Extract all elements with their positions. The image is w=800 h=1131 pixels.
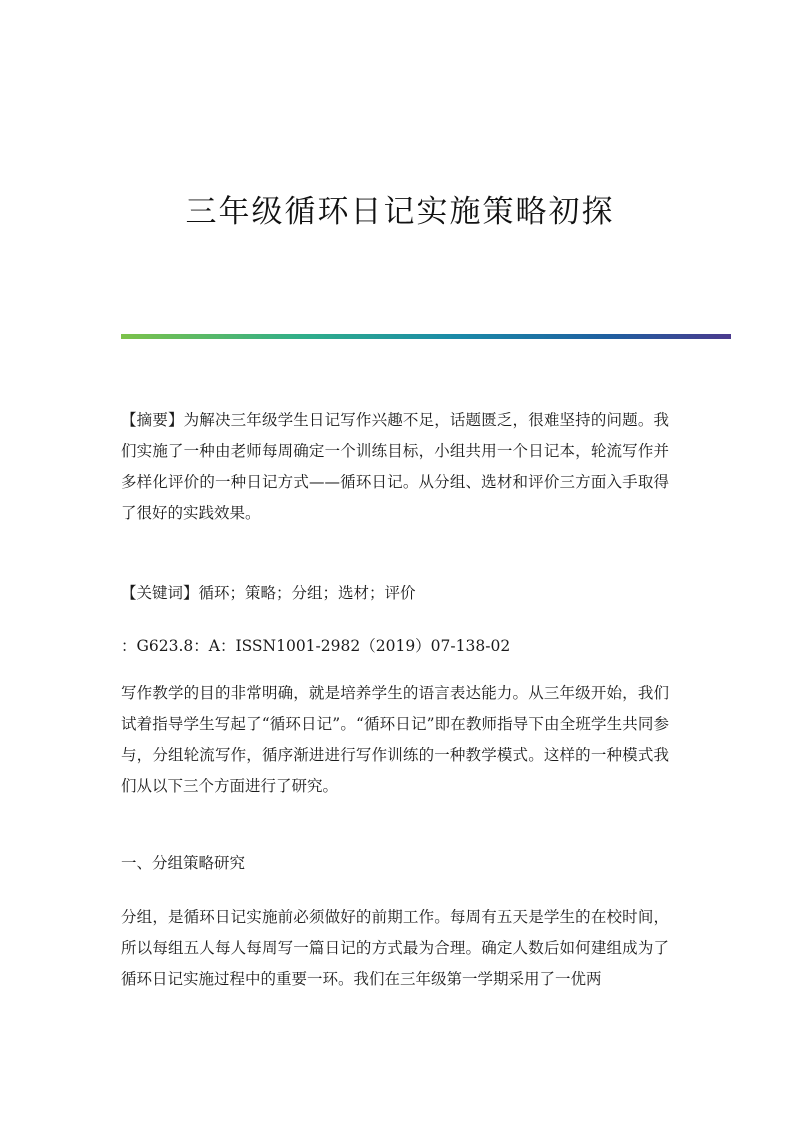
section-heading (121, 848, 669, 879)
section-paragraph-text: 分组，是循环日记实施前必须做好的前期工作。每周有五天是学生的在校时间，所以每组五人每人每周写一篇日记的方式最为合理。确定人数后如何建组成为了循环日记实施过程中的重要一环。我们在三年级第一学期采用了一优两 (121, 908, 669, 988)
classification-text: ：G623.8：A：ISSN1001-2982（2019）07-138-02 (121, 637, 511, 655)
intro-text: 写作教学的目的非常明确，就是培养学生的语言表达能力。从三年级开始，我们试着指导学生写起了“循环日记”。“循环日记”即在教师指导下由全班学生共同参与，分组轮流写作，循序渐进进行写作训练的一种教学模式。这样的一种模式我们从以下三个方面进行了研究。 (121, 684, 669, 795)
intro-paragraph (121, 678, 669, 802)
keywords-line (121, 578, 669, 609)
abstract-text: 【摘要】为解决三年级学生日记写作兴趣不足，话题匮乏，很难坚持的问题。我们实施了一种由老师每周确定一个训练目标，小组共用一个日记本，轮流写作并多样化评价的一种日记方式——循环日记。从分组、选材和评价三方面入手取得了很好的实践效果。 (121, 411, 669, 522)
section-heading-text: 一、分组策略研究 (121, 854, 246, 872)
classification-line (121, 631, 669, 662)
document-title: 三年级循环日记实施策略初探 (185, 194, 615, 230)
abstract-paragraph (121, 405, 669, 529)
section-paragraph (121, 902, 669, 995)
title-divider-rule (121, 334, 731, 339)
keywords-text: 【关键词】循环；策略；分组；选材；评价 (121, 584, 416, 602)
